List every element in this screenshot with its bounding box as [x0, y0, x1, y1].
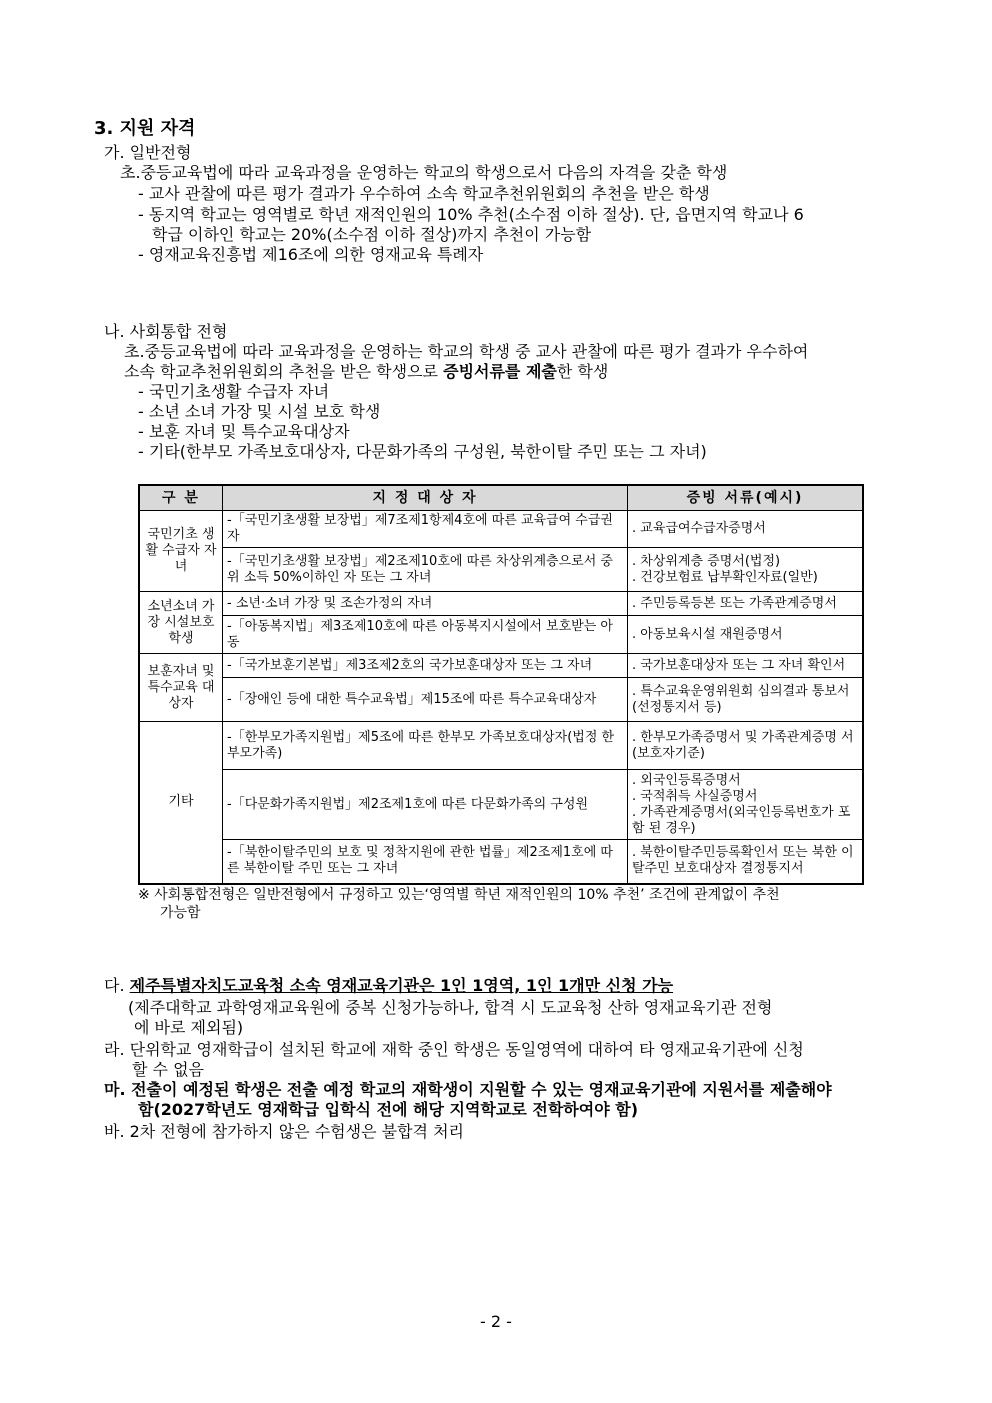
docs-cell: [628, 592, 864, 616]
ba-line-1: 바. 2차 전형에 참가하지 않은 수험생은 불합격 처리: [104, 1122, 464, 1141]
doc-line: . 주민등록등본 또는 가족관계증명서: [632, 595, 837, 611]
doc-line: . 외국인등록증명서: [632, 772, 741, 788]
docs-cell: [628, 548, 864, 592]
doc-line: . 특수교육운영위원회 심의결과 통보서 (선정통지서 등): [632, 683, 850, 715]
na-item-4: - 기타(한부모 가족보호대상자, 다문화가족의 구성원, 북한이탈 주민 또는 그 자녀): [138, 442, 707, 461]
target-cell: - 소년·소녀 가장 및 조손가정의 자녀: [223, 592, 628, 616]
header-target: 지 정 대 상 자: [223, 485, 628, 511]
doc-line: . 차상위계층 증명서(법정): [632, 553, 781, 569]
na-item-2: - 소년 소녀 가장 및 시설 보호 학생: [138, 402, 381, 421]
table-note-2: 가능함: [160, 905, 201, 921]
da-line-2: (제주대학교 과학영재교육원에 중복 신청가능하나, 합격 시 도교육청 산하 영재교육기관 전형: [128, 998, 773, 1017]
doc-line: . 국가보훈대상자 또는 그 자녀 확인서: [632, 657, 846, 673]
ga-item-2: - 동지역 학교는 영역별로 학년 재적인원의 10% 추천(소수점 이하 절상). 단, 읍면지역 학교나 6: [138, 205, 804, 224]
table-row: [139, 616, 863, 654]
da-prefix: 다.: [104, 976, 130, 995]
da-line-1: [104, 976, 673, 996]
docs-cell: [628, 722, 864, 770]
table-note-1: ※ 사회통합전형은 일반전형에서 규정하고 있는‘영역별 학년 재적인원의 10% 추천’ 조건에 관계없이 추천: [138, 887, 780, 903]
target-cell: -「다문화가족지원법」제2조제1호에 따른 다문화가족의 구성원: [223, 770, 628, 840]
ga-intro: 초.중등교육법에 따라 교육과정을 운영하는 학교의 학생으로서 다음의 자격을 갖춘 학생: [120, 163, 728, 182]
page-number: - 2 -: [480, 1312, 512, 1331]
da-bold: 제주특별자치도교육청 소속 영재교육기관은 1인 1영역, 1인 1개만 신청 가능: [129, 976, 674, 995]
category-cell: 기타: [139, 722, 223, 884]
docs-cell: [628, 616, 864, 654]
target-cell: -「국민기초생활 보장법」제2조제10호에 따른 차상위계층으로서 중위 소득 50%이하인 자 또는 그 자녀: [223, 548, 628, 592]
ga-title: 가. 일반전형: [104, 143, 192, 162]
doc-line: . 국적취득 사실증명서: [632, 788, 758, 804]
docs-cell: [628, 678, 864, 722]
doc-line: . 한부모가족증명서 및 가족관계증명 서(보호자기준): [632, 729, 854, 761]
da-line-3: 에 바로 제외됨): [134, 1018, 244, 1037]
target-cell: -「장애인 등에 대한 특수교육법」제15조에 따른 특수교육대상자: [223, 678, 628, 722]
target-cell: -「한부모가족지원법」제5조에 따른 한부모 가족보호대상자(법정 한부모가족): [223, 722, 628, 770]
na-intro-2c: 한 학생: [556, 362, 609, 381]
docs-cell: [628, 654, 864, 678]
docs-cell: [628, 840, 864, 884]
target-cell: -「국가보훈기본법」제3조제2호의 국가보훈대상자 또는 그 자녀: [223, 654, 628, 678]
na-item-3: - 보훈 자녀 및 특수교육대상자: [138, 422, 350, 441]
table-row: [139, 678, 863, 722]
docs-cell: [628, 511, 864, 548]
category-cell: 보훈자녀 및 특수교육 대상자: [139, 654, 223, 722]
category-cell: 국민기초 생활 수급자 자녀: [139, 511, 223, 592]
doc-line: . 건강보험료 납부확인자료(일반): [632, 569, 818, 585]
table-row: [139, 548, 863, 592]
table-row: [139, 722, 863, 770]
category-cell: 소년소녀 가장 시설보호학생: [139, 592, 223, 654]
ga-item-3: - 영재교육진흥법 제16조에 의한 영재교육 특례자: [138, 245, 484, 264]
doc-line: . 교육급여수급자증명서: [632, 521, 766, 536]
ra-line-2: 할 수 없음: [132, 1060, 204, 1079]
ma-line-1: 마. 전출이 예정된 학생은 전출 예정 학교의 재학생이 지원할 수 있는 영재교육기관에 지원서를 제출해야: [104, 1080, 832, 1099]
na-intro-2: [124, 362, 608, 382]
table-row: [139, 511, 863, 548]
na-item-1: - 국민기초생활 수급자 자녀: [138, 382, 330, 401]
table-row: [139, 840, 863, 884]
doc-line: . 아동보육시설 재원증명서: [632, 626, 783, 642]
header-docs: 증빙 서류(예시): [628, 485, 864, 511]
table-row: [139, 770, 863, 840]
eligibility-table: [138, 484, 864, 885]
na-intro-2b: 증빙서류를 제출: [443, 362, 557, 381]
ra-line-1: 라. 단위학교 영재학급이 설치된 학교에 재학 중인 학생은 동일영역에 대하여 타 영재교육기관에 신청: [104, 1040, 804, 1059]
na-intro-1: 초.중등교육법에 따라 교육과정을 운영하는 학교의 학생 중 교사 관찰에 따른 평가 결과가 우수하여: [124, 342, 809, 361]
doc-line: . 가족관계증명서(외국인등록번호가 포함 된 경우): [632, 804, 851, 836]
target-cell: -「국민기초생활 보장법」제7조제1항제4호에 따른 교육급여 수급권자: [223, 511, 628, 548]
na-intro-2a: 소속 학교추천위원회의 추천을 받은 학생으로: [124, 362, 444, 381]
table-row: [139, 592, 863, 616]
ga-item-2-cont: 학급 이하인 학교는 20%(소수점 이하 절상)까지 추천이 가능함: [152, 225, 592, 244]
ga-item-1: - 교사 관찰에 따른 평가 결과가 우수하여 소속 학교추천위원회의 추천을 받은 학생: [138, 184, 710, 203]
doc-line: . 북한이탈주민등록확인서 또는 북한 이탈주민 보호대상자 결정통지서: [632, 845, 854, 877]
section-title: 3. 지원 자격: [94, 118, 196, 139]
na-title: 나. 사회통합 전형: [104, 322, 228, 341]
table-row: [139, 654, 863, 678]
target-cell: -「북한이탈주민의 보호 및 정착지원에 관한 법률」제2조제1호에 따른 북한이탈 주민 또는 그 자녀: [223, 840, 628, 884]
docs-cell: [628, 770, 864, 840]
ma-line-2: 함(2027학년도 영재학급 입학식 전에 해당 지역학교로 전학하여야 함): [138, 1100, 639, 1119]
header-category: 구 분: [139, 485, 223, 511]
table-header-row: [139, 485, 863, 511]
target-cell: -「아동복지법」제3조제10호에 따른 아동복지시설에서 보호받는 아동: [223, 616, 628, 654]
